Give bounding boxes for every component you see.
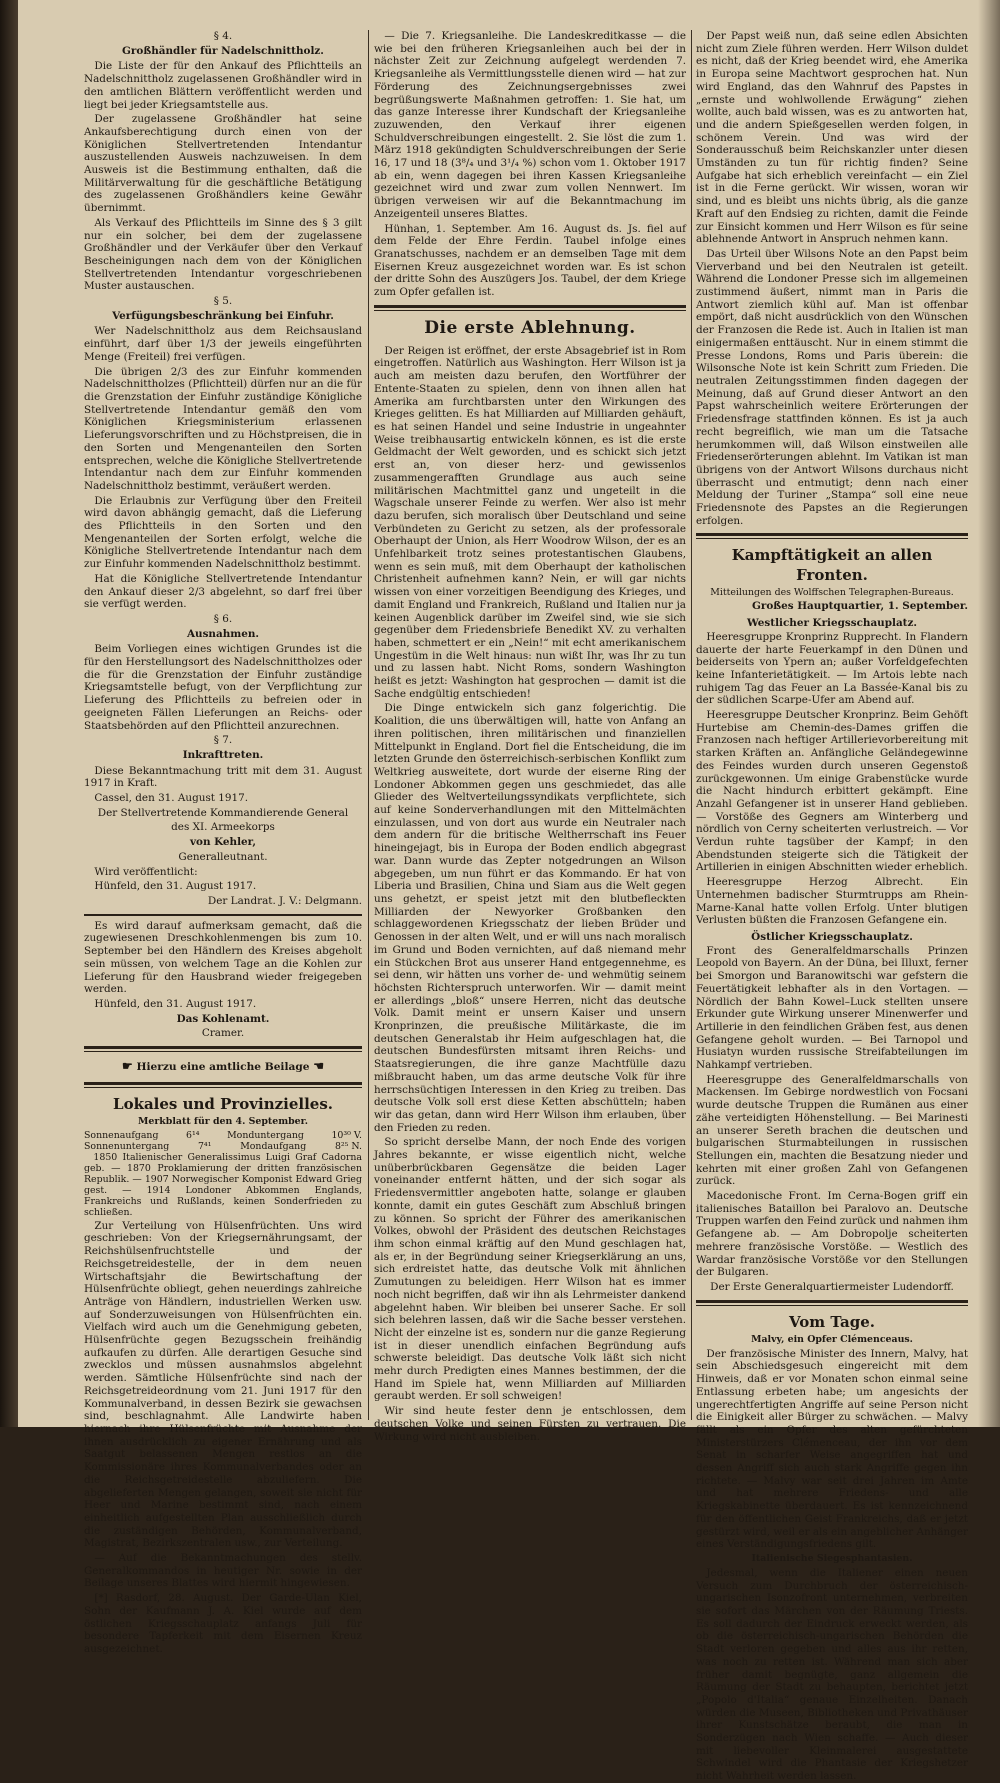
column-2 [374,30,686,1443]
divider [84,1082,362,1088]
huenhan-article: Hünhan, 1. September. Am 16. August ds. Js. fiel auf dem Felde der Ehre Ferdin. Taubel infolge eines Granatschusses, nachdem er an demselben Tage mit dem Eisernen Kreuz ausgezeichnet worden war. Es ist schon der dritte Sohn des Auszügers Jos. Taubel, der dem Kriege zum Opfer gefallen ist. [374,222,686,299]
lead-article-cont-para-2: Das Urteil über Wilsons Note an den Papst beim Vierverband und bei den Neutralen ist geteilt. Während die Londoner Presse sich im allgemeinen zustimmend äußert, nimmt man in Paris die Antwort ziemlich kühl auf. Man ist offenbar empört, daß nicht ausdrücklich von den Wünschen der Franzosen die Rede ist. Auch in Italien ist man einigermaßen enttäuscht. Nur in einem stimmt die Presse Londons, Roms und Paris überein: die Wilsonsche Note ist kein Schritt zum Frieden. Die neutralen Zeitungsstimmen finden dagegen der Meinung, daß auf Grund dieser Antwort an den Papst wahrscheinlich weitere Erörterungen der Friedensfrage stattfinden können. Es ist ja auch recht begreiflich, wie man um die Tatsache herumkommen will, daß Wilson einstweilen alle Friedenserörterungen ablehnt. Im Vatikan ist man übrigens von der Antwort Wilsons durchaus nicht überrascht und entmutigt; denn nach einer Meldung der Turiner „Stampa“ soll eine neue Friedensnote des Papstes an die Regierungen erfolgen. [696,247,968,527]
eastern-front-heading: Östlicher Kriegsschauplatz. [751,931,913,943]
publication-line-1: Wird veröffentlicht: [94,865,198,878]
signature-line-1: Der Stellvertretende Kommandierende General [97,806,349,819]
report-albrecht: Heeresgruppe Herzog Albrecht. Ein Unternehmen badischer Sturmtrupps am Rhein-Marne-Kanal hatte vollen Erfolg. Unter blutigen Verlusten büßten die Franzosen Gefangene ein. [696,876,968,927]
signature-line-4: Generalleutnant. [178,850,268,863]
pointing-hand-left-icon: ☚ [313,1059,324,1074]
lead-article-cont-para-1: Der Papst weiß nun, daß seine edlen Absichten nicht zum Ziele führen werden. Herr Wilson duldet es nicht, daß der Krieg beendet wird, ehe Amerika in Europa seine Machtwort gesprochen hat. Nun wird England, das den Wahnruf des Papstes in „ernste und wohlwollende Erwägung“ ziehen wollte, auch bald wissen, was es zu antworten hat, und die andern Spießgesellen werden folgen, in schönem Verein. Und was wird der Sonderausschuß beim Reichskanzler unter diesen Umständen zu tun für richtig finden? Seine Aufgabe hat sich erheblich vereinfacht — ein Ziel ist in die Ferne gerückt. Wir wissen, woran wir sind, und es bleibt uns nichts übrig, als die ganze Kraft auf den Endsieg zu richten, damit die Feinde zur Einsicht kommen und Herr Wilson es für seine ablehnende Antwort in Anspruch nehmen kann. [696,30,968,246]
section-4-heading: § 4. [213,30,233,42]
section-7-para-1: Diese Bekanntmachung tritt mit dem 31. August 1917 in Kraft. [84,764,362,790]
report-rupprecht: Heeresgruppe Kronprinz Rupprecht. In Flandern dauerte der harte Feuerkampf in den Dünen und beiderseits von Ypern an; außer Vorfeldgefechten keine Infanterietätigkeit. — Im Artois lebte nach ruhigem Tag das Feuer an La Bassée-Kanal bis zu der südlichen Scarpe-Ufer am Abend auf. [696,630,968,707]
pointing-hand-icon: ☛ [122,1059,133,1074]
signature-line-2: des XI. Armeekorps [171,821,275,834]
moonrise-value: 8²⁵ N. [334,1140,362,1152]
coal-notice-name: Cramer. [201,1027,245,1040]
section-5-para-3: Die Erlaubnis zur Verfügung über den Freiteil wird davon abhängig gemacht, daß die Lieferung des Pflichtteils in den Sorten und den Mengenanteilen der Sorten erfolgt, welche die Königliche Stellvertretende Intendantur nach dem zur Einfuhr kommenden Nadelschnittholz bestimmt. [84,494,362,571]
local-article-rasdorf: [*] Rasdorf, 28. August. Der Garde-Ulan Kiel, Sohn der Kaufmann J. A. Kiel wurde auf dem östlichen Kriegsschauplatz anfangs Juli für besondere Tapferkeit mit dem Eisernen Kreuz ausgezeichnet. [84,1592,362,1655]
section-5-para-4: Hat die Königliche Stellvertretende Intendantur den Ankauf dieser 2/3 abgelehnt, so darf frei über sie verfügt werden. [84,572,362,611]
section-6-title: Ausnahmen. [186,627,260,640]
almanac-row-2 [84,1141,362,1152]
local-news-title: Lokales und Provinzielles. [113,1094,333,1113]
divider [696,1300,968,1306]
report-crown-prince: Heeresgruppe Deutscher Kronprinz. Beim Gehöft Hurtebise am Chemin-des-Dames griffen die Franzosen nach heftiger Artillerievorbereitung mit starken Kräften an. Anfängliche Geländegewinne des Feindes wurden durch unseren Gegenstoß zurückgewonnen. Um einige Grabenstücke wurde die Nacht hindurch erbittert gekämpft. Eine Anzahl Gefangener ist in unserer Hand geblieben. — Vorstöße des Gegners am Winterberg und nördlich von Cerny scheiterten verlustreich. — Vor Verdun ruhte tagsüber der Kampf; in den Abendstunden steigerte sich die Tätigkeit der Artillerien in einigen Abschnitten wieder erheblich. [696,709,968,874]
section-7-place-date: Cassel, den 31. August 1917. [94,792,248,805]
divider [374,305,686,311]
malvy-heading: Malvy, ein Opfer Clémenceaus. [751,1333,913,1345]
binding-shadow [0,0,18,1427]
war-loan-article: — Die 7. Kriegsanleihe. Die Landeskreditkasse — die wie bei den früheren Kriegsanleihen auch bei der in nächster Zeit zur Zeichnung aufgelegt werdenden 7. Kriegsanleihe als Vermittlungsstelle dienen wird — hat zur Förderung des Zeichnungsergebnisses zwei begrüßungswerte Maßnahmen getroffen: 1. Sie hat, um das ganze Interesse ihrer Kundschaft der Kriegsanleihe zuzuwenden, den Verkauf ihrer eigenen Schuldverschreibungen eingestellt. 2. Sie löst die zum 1. März 1918 gekündigten Schuldverschreibungen der Serie 16, 17 und 18 (3⁸/₄ und 3¹/₄ %) schon vom 1. Oktober 1917 ab ein, wenn dagegen bei ihren Kassen Kriegsanleihe gezeichnet wird und zwar zum vollen Nennwert. Im übrigen verweisen wir auf die Bekanntmachung im Anzeigenteil unseres Blattes. [374,30,686,220]
section-5-heading: § 5. [213,295,233,308]
almanac-heading: Merkblatt für den 4. September. [138,1115,308,1127]
sunrise-value: 6¹⁴ [186,1129,200,1141]
wtb-line: Mitteilungen des Wolffschen Telegraphen-Bureaus. [710,587,954,599]
section-6-para-1: Beim Vorliegen eines wichtigen Grundes ist die für den Herstellungsort des Nadelschnittholzes oder die für die Grenzstation der Einfuhr zuständige Kriegsamtstelle befugt, von der Verpflichtung zur Lieferung des Pflichtteils zu befreien oder in geeigneten Fällen Lieferungen an Reichs- oder Staatsbehörden auf den Pflichtteil anzurechnen. [84,643,362,732]
section-7-title: Inkrafttreten. [182,748,264,761]
lead-article-title: Die erste Ablehnung. [424,317,636,338]
column-rule-1 [368,30,369,1420]
page-curl-shadow [978,0,1000,1427]
report-leopold: Front des Generalfeldmarschalls Prinzen Leopold von Bayern. An der Düna, bei Illuxt, ferner bei Smorgon und Baranowitschi war gefstern die Feuertätigkeit lebhafter als in den Vortagen. — Nördlich der Bahn Kowel–Luck stellten unsere Erkunder gute Wirkung unserer Minenwerfer und Artillerie in den feindlichen Gräben fest, aus denen Gefangene geholt wurden. — Bei Tarnopol und Husiatyn wurden russische Streifabteilungen im Nahkampf vertrieben. [696,944,968,1072]
almanac-history: 1850 Italienischer Generalissimus Luigi Graf Cadorna geb. — 1870 Proklamierung der dritten französischen Republik. — 1907 Norwegischer Komponist Edward Grieg gest. — 1914 Londoner Abkommen Englands, Frankreichs und Rußlands, keinen Sonderfrieden zu schließen. [84,1151,362,1218]
publication-line-3: Der Landrat. J. V.: Delgmann. [207,895,362,907]
section-7-heading: § 7. [213,734,233,747]
moonset-label: Monduntergang [227,1129,304,1141]
coal-notice [84,914,362,1040]
section-4-para-2: Der zugelassene Großhändler hat seine Ankaufsberechtigung durch einen von der Königlichen Stellvertretenden Intendantur auszustellenden Ausweis nachzuweisen. In dem Ausweis ist die Bestimmung enthalten, daß die Militärverwaltung für die geschäftliche Betätigung des zugelassenen Großhändlers keine Gewähr übernimmt. [84,113,362,215]
column-3 [696,30,968,1783]
section-5-title: Verfügungsbeschränkung bei Einfuhr. [112,309,334,322]
lead-article-para-4: Wir sind heute fester denn je entschlossen, dem deutschen Volke und seinen Fürsten zu vertrauen. Die Wirkung wird nicht ausbleiben. [374,1405,686,1443]
moonset-value: 10³⁰ V. [331,1129,362,1141]
malvy-article: Der französische Minister des Innern, Malvy, hat sein Abschiedsgesuch eingereicht mit dem Hinweis, daß er vor Monaten schon einmal seine Entlassung erbeten habe; um angesichts der ungerechtfertigten Angriffe auf seine Person nicht die Einigkeit aller Bürger zu schwächen. — Malvy fällt als ein Opfer des alten gefürchteten Ministerstürzers Clémenceau, der ihn vor dem Senat in scharfer Weise angegriffen hat und dessen Angriff sich auch stark Angriffe gegen ihn richtete. — Malvy war seit drei Jahren im Amte und hat mehrere Friedens- und alle Kriegskabinette überdauert. Es ist kennzeichnend für den öffentlichen Geist Frankreichs, daß er jetzt gestürzt wird, weil er als ein angeblicher Anhänger eines Verständigungsfriedens gilt. [696,1347,968,1551]
report-mackensen: Heeresgruppe des Generalfeldmarschalls von Mackensen. Im Gebirge nordwestlich von Focsani wurde deutsche Truppen die Rumänen aus einer zähe verteidigten Höhenstellung. — Bei Marinesti an unserer Sereth brachen die deutschen und bulgarischen Sturmabteilungen in russischen Stellungen ein, machten die Besatzung nieder und kehrten mit einer großen Zahl von Gefangenen zurück. [696,1073,968,1188]
local-article-legumes: Zur Verteilung von Hülsenfrüchten. Uns wird geschrieben: Von der Kriegsernährungsamt, der Reichshülsenfruchtstelle und der Reichsgetreidestelle, der in dem neuen Wirtschaftsjahr die Bewirtschaftung der Hülsenfrüchte obliegt, gehen neuerdings zahlreiche Anträge von Händlern, industriellen Werken usw. auf Sonderzuweisungen von Hülsenfrüchten ein. Vielfach wird auch um die Genehmigung gebeten, Hülsenfrüchte gegen Bezugsschein freihändig aufkaufen zu dürfen. Alle derartigen Gesuche sind zwecklos und müssen ausnahmslos abgelehnt werden. Sämtliche Hülsenfrüchte sind nach der Reichsgetreideordnung vom 21. Juni 1917 für den Kommunalverband, in dessen Bezirk sie gewachsen sind, beschlagnahmt. Alle Landwirte haben hiernach ihre Hülsenfrüchte mit Ausnahme der ihnen ausdrücklich zu eigener Ernährung und als Saatgut belassenen Mengen restlos an die Kommissionäre ihres Kommunalverbandes oder an die Reichsgetreidestelle abzuliefern. Die abgelieferten Mengen gelangen, soweit sie nicht für Heer und Marine bestimmt sind, nach einem einheitlich aufgestellten Plan ausschließlich durch die zuständigen Behörden, Kommunalverband, Magistrat, Bezirkszentralen usw., zur Verteilung. [84,1219,362,1550]
ludendorff-signature: Der Erste Generalquartiermeister Ludendorff. [710,1280,954,1293]
supplement-notice-text: Hierzu eine amtliche Beilage [136,1061,310,1074]
almanac-row-1 [84,1130,362,1141]
divider [84,1046,362,1052]
report-macedonia: Macedonische Front. Im Cerna-Bogen griff ein italienisches Bataillon bei Paralovo an. Deutsche Truppen warfen den Feind zurück und nahmen ihm Gefangene ab. — Am Dobropolje scheiterten mehrere französische Vorstöße. — Westlich des Wardar französische Vorstöße vor den Stellungen der Bulgaren. [696,1190,968,1279]
coal-notice-text: Es wird darauf aufmerksam gemacht, daß die zugewiesenen Dreschkohlenmengen bis zum 10. September bei den Händlern des Kreises abgeholt sein müssen, von welchem Tage an die Kohlen zur Lieferung für den Hausbrand wieder freigegeben werden. [84,919,362,996]
vom-tage-title: Vom Tage. [788,1312,876,1331]
fronts-title: Kampftätigkeit an allen Fronten. [731,546,933,585]
coal-notice-office: Das Kohlenamt. [176,1012,270,1025]
newspaper-page [18,0,1000,1783]
italian-heading: Italienische Siegesphantasien. [751,1552,913,1564]
lead-article-para-3: So spricht derselbe Mann, der noch Ende des vorigen Jahres bekannte, er wisse eigentlich nicht, welche unüberbrückbaren Gegensätze die beiden Lager voneinander entfernt hätten, und der sich sogar als Friedensvermittler angeboten hatte, solange er glauben konnte, damit ein gutes Geschäft zum Abschluß bringen zu können. So spricht der Führer des amerikanischen Volkes, obwohl der Präsident des deutschen Reichstages ihm schon einmal kräftig auf den Mund geschlagen hat, als er, in der Begründung seiner Kriegserklärung an uns, sich erdreistet hatte, das deutsche Volk mit ähnlichen Zumutungen zu beleidigen. Herr Wilson hat es immer noch nicht begriffen, daß wir ihn als Lehrmeister dankend abgelehnt haben. Wir bleiben bei unserer Sache. Er soll sich belehren lassen, daß wir die Sache besser verstehen. Nicht der einzelne ist es, sondern nur die ganze Regierung ist in dieser unendlich einfachen Begründung aufs schwerste beleidigt. Das deutsche Volk läßt sich nicht mehr durch Predigten eines Mannes bestimmen, der die Hand im Spiele hat, wenn Milliarden auf Milliarden geraubt werden. Er soll schweigen! [374,1136,686,1403]
divider [696,533,968,539]
section-4-para-3: Als Verkauf des Pflichtteils im Sinne des § 3 gilt nur ein solcher, bei dem der zugelassene Großhändler und der Verkäufer über den Verkauf Bescheinigungen nach dem von der Königlichen Stellvertretenden Intendantur vorgeschriebenen Muster austauschen. [84,216,362,293]
section-5-para-2: Die übrigen 2/3 des zur Einfuhr kommenden Nadelschnittholzes (Pflichtteil) dürfen nur an die für die Grenzstation der Einfuhr zuständige Königliche Stellvertretende Intendantur gemäß den vom Königlichen Kriegsministerium erlassenen Lieferungsvorschriften und zu Höchstpreisen, die in den Sorten und Mengenanteilen den Sorten entsprechen, welche die Königliche Stellvertretende Intendantur nach dem zur Einfuhr kommenden Nadelschnittholz bestimmt, veräußert werden. [84,365,362,492]
signature-line-3: von Kehler, [189,836,256,849]
section-4-title: Großhändler für Nadelschnittholz. [122,44,324,57]
section-5-para-1: Wer Nadelschnittholz aus dem Reichsausland einführt, darf über 1/3 der jeweils eingeführten Menge (Freiteil) frei verfügen. [84,325,362,363]
publication-line-2: Hünfeld, den 31. August 1917. [94,880,257,893]
sunrise-label: Sonnenaufgang [84,1129,159,1141]
sunset-label: Sonnenuntergang [84,1140,170,1152]
coal-notice-place: Hünfeld, den 31. August 1917. [94,997,257,1010]
lead-article-para-2: Die Dinge entwickeln sich ganz folgerichtig. Die Koalition, die uns überwältigen will, hatte von Anfang an ihren politischen, ihren militärischen und finanziellen Mittelpunkt in England. Dort fiel die Entscheidung, die im letzten Grunde den österreichisch-serbischen Konflikt zum Weltkrieg ausweitete, dort wurde der eiserne Ring der Londoner Abkommen gegen uns geschmiedet, das alle Glieder des Weltverteilungssyndikats verpflichtete, sich auf keine Sonderverhandlungen mit den Mittelmächten einzulassen, und von dort aus wurde ein Neutraler nach dem andern für die britische Weltherrschaft ins Feuer hineingejagt, bis in Europa der Boden endlich abgegrast war. Dann wurde das Zepter notgedrungen an Wilson abgegeben, um nun führt er das Kommando. Er hat von Liberia und Brasilien, China und Siam aus die Welt gegen uns gehetzt, er speist jetzt mit den blutbefleckten Milliarden der Newyorker Großbanken den schlaggewordenen Kriegsschatz der lieben Brüder und Genossen in der alten Welt, und er will uns nach moralisch im Grund und Boden vernichten, auf daß niemand mehr ein Stückchen Brot aus unserer Hand entgegennehme, es sei denn, wir hätten uns vorher de- und wehmütig seinem höchsten Richterspruch unterworfen. Wir — damit meint er allerdings „bloß“ unsere Herren, nicht das deutsche Volk. Damit meint er unsern Kaiser und unsern Kronprinzen, die preußische Militärkaste, die im deutschen Generalstab ihr Heim aufgeschlagen hat, die deutschen Bundesfürsten mitsamt ihren Reichs- und Staatsregierungen, die ihre ganze Machtfülle dazu mißbraucht haben, um das arme deutsche Volk für ihre herrschsüchtigen Interessen in den Krieg zu treiben. Das deutsche Volk soll erst diese Ketten abschütteln; haben wir das getan, dann wird Herr Wilson ihm erlauben, über den Frieden zu reden. [374,702,686,1134]
section-6-heading: § 6. [213,612,233,625]
column-1 [84,30,362,1655]
section-4-para-1: Die Liste der für den Ankauf des Pflichtteils an Nadelschnittholz zugelassenen Großhändler wird in den amtlichen Blättern veröffentlicht werden und liegt bei jeder Kriegsamtstelle aus. [84,60,362,111]
moonrise-label: Mondaufgang [240,1140,307,1152]
headquarters-line: Großes Hauptquartier, 1. September. [751,600,968,613]
western-front-heading: Westlicher Kriegsschauplatz. [746,617,918,630]
lead-article-para-1: Der Reigen ist eröffnet, der erste Absagebrief ist in Rom eingetroffen. Natürlich aus Washington. Herr Wilson ist ja auch am meisten dazu berufen, den Wortführer der Entente-Staaten zu spielen, denn von ihnen allen hat Amerika am furchtbarsten unter den Wirkungen des Krieges gelitten. Es hat Milliarden auf Milliarden gehäuft, es hat seinen Handel und seine Industrie in ungeahnter Weise treibhausartig entwickeln können, es ist die erste Geldmacht der Welt geworden, und es schickt sich jetzt erst an, von dieser herz- und gewissenlos zusammengerafften Grundlage aus auch seine militärischen Machtmittel ganz und ungeteilt in die Wagschale unserer Feinde zu werfen. Wer also ist mehr dazu berufen, sich moralisch über Deutschland und seine Verbündeten zu Gericht zu setzen, als der professorale Oberhaupt der Union, als Herr Woodrow Wilson, der es an Unfehlbarkeit trotz seines protestantischen Glaubens, wenn es sein muß, mit dem Oberhaupt der katholischen Christenheit aufnehmen kann? Nein, er will gar nichts wissen von einer vorzeitigen Beendigung des Krieges, und damit England und Frankreich, Rußland und Italien nur ja keinen Augenblick darüber im Zweifel sind, wie sie sich gegenüber dem Friedensbriefe Benedikt XV. zu verhalten haben, schmettert er ein „Nein!“ mit echt amerikanischem Ungestüm in die Welt hinaus: nun wißt Ihr, was Ihr zu tun und zu lassen habt. Nicht Roms, sondern Washington heißt es jetzt: Washington hat gesprochen — damit ist die Sache endgültig entschieden! [374,344,686,700]
local-article-notice: — Auf die Bekanntmachungen des stellv. Generalkommandos in heutiger Nr. sowie in der Beilage unseres Blattes wird hiermit hingewiesen. [84,1552,362,1590]
sunset-value: 7⁴¹ [197,1140,212,1152]
supplement-notice [84,1060,362,1074]
italian-article: Jedesmal, wenn die Italiener einen neuen Versuch zum Durchbruch der österreichisch-ungarischen Isonzofront unternehmen, verbreiten sie sofort das Märchen von der Räumung Triests. Es soll dadurch der Eindruck erweckt werden, als ob die österreichisch-ungarischen Behörden die Stadt verloren gegeben und alles aus ihr retten, was noch zu retten ist. Während man sich aber früher damit begnügte, ganz allgemein die Räumung der Stadt zu behaupten, berichtet jetzt „Popolo d'Italia“ genaue Einzelheiten. Danach würden die Museen, Bibliotheken und Privathäuser ihrer Kunstschätze beraubt, die man in Sonderzügen nach Wien schaffe. — Auch dieser mit liebevoller Kleinmalerei ausgestattete Schwindel wird die Phantasie der Kriegshetzer nicht Wahrheit werden lassen. [696,1566,968,1783]
column-rule-2 [691,30,692,1420]
